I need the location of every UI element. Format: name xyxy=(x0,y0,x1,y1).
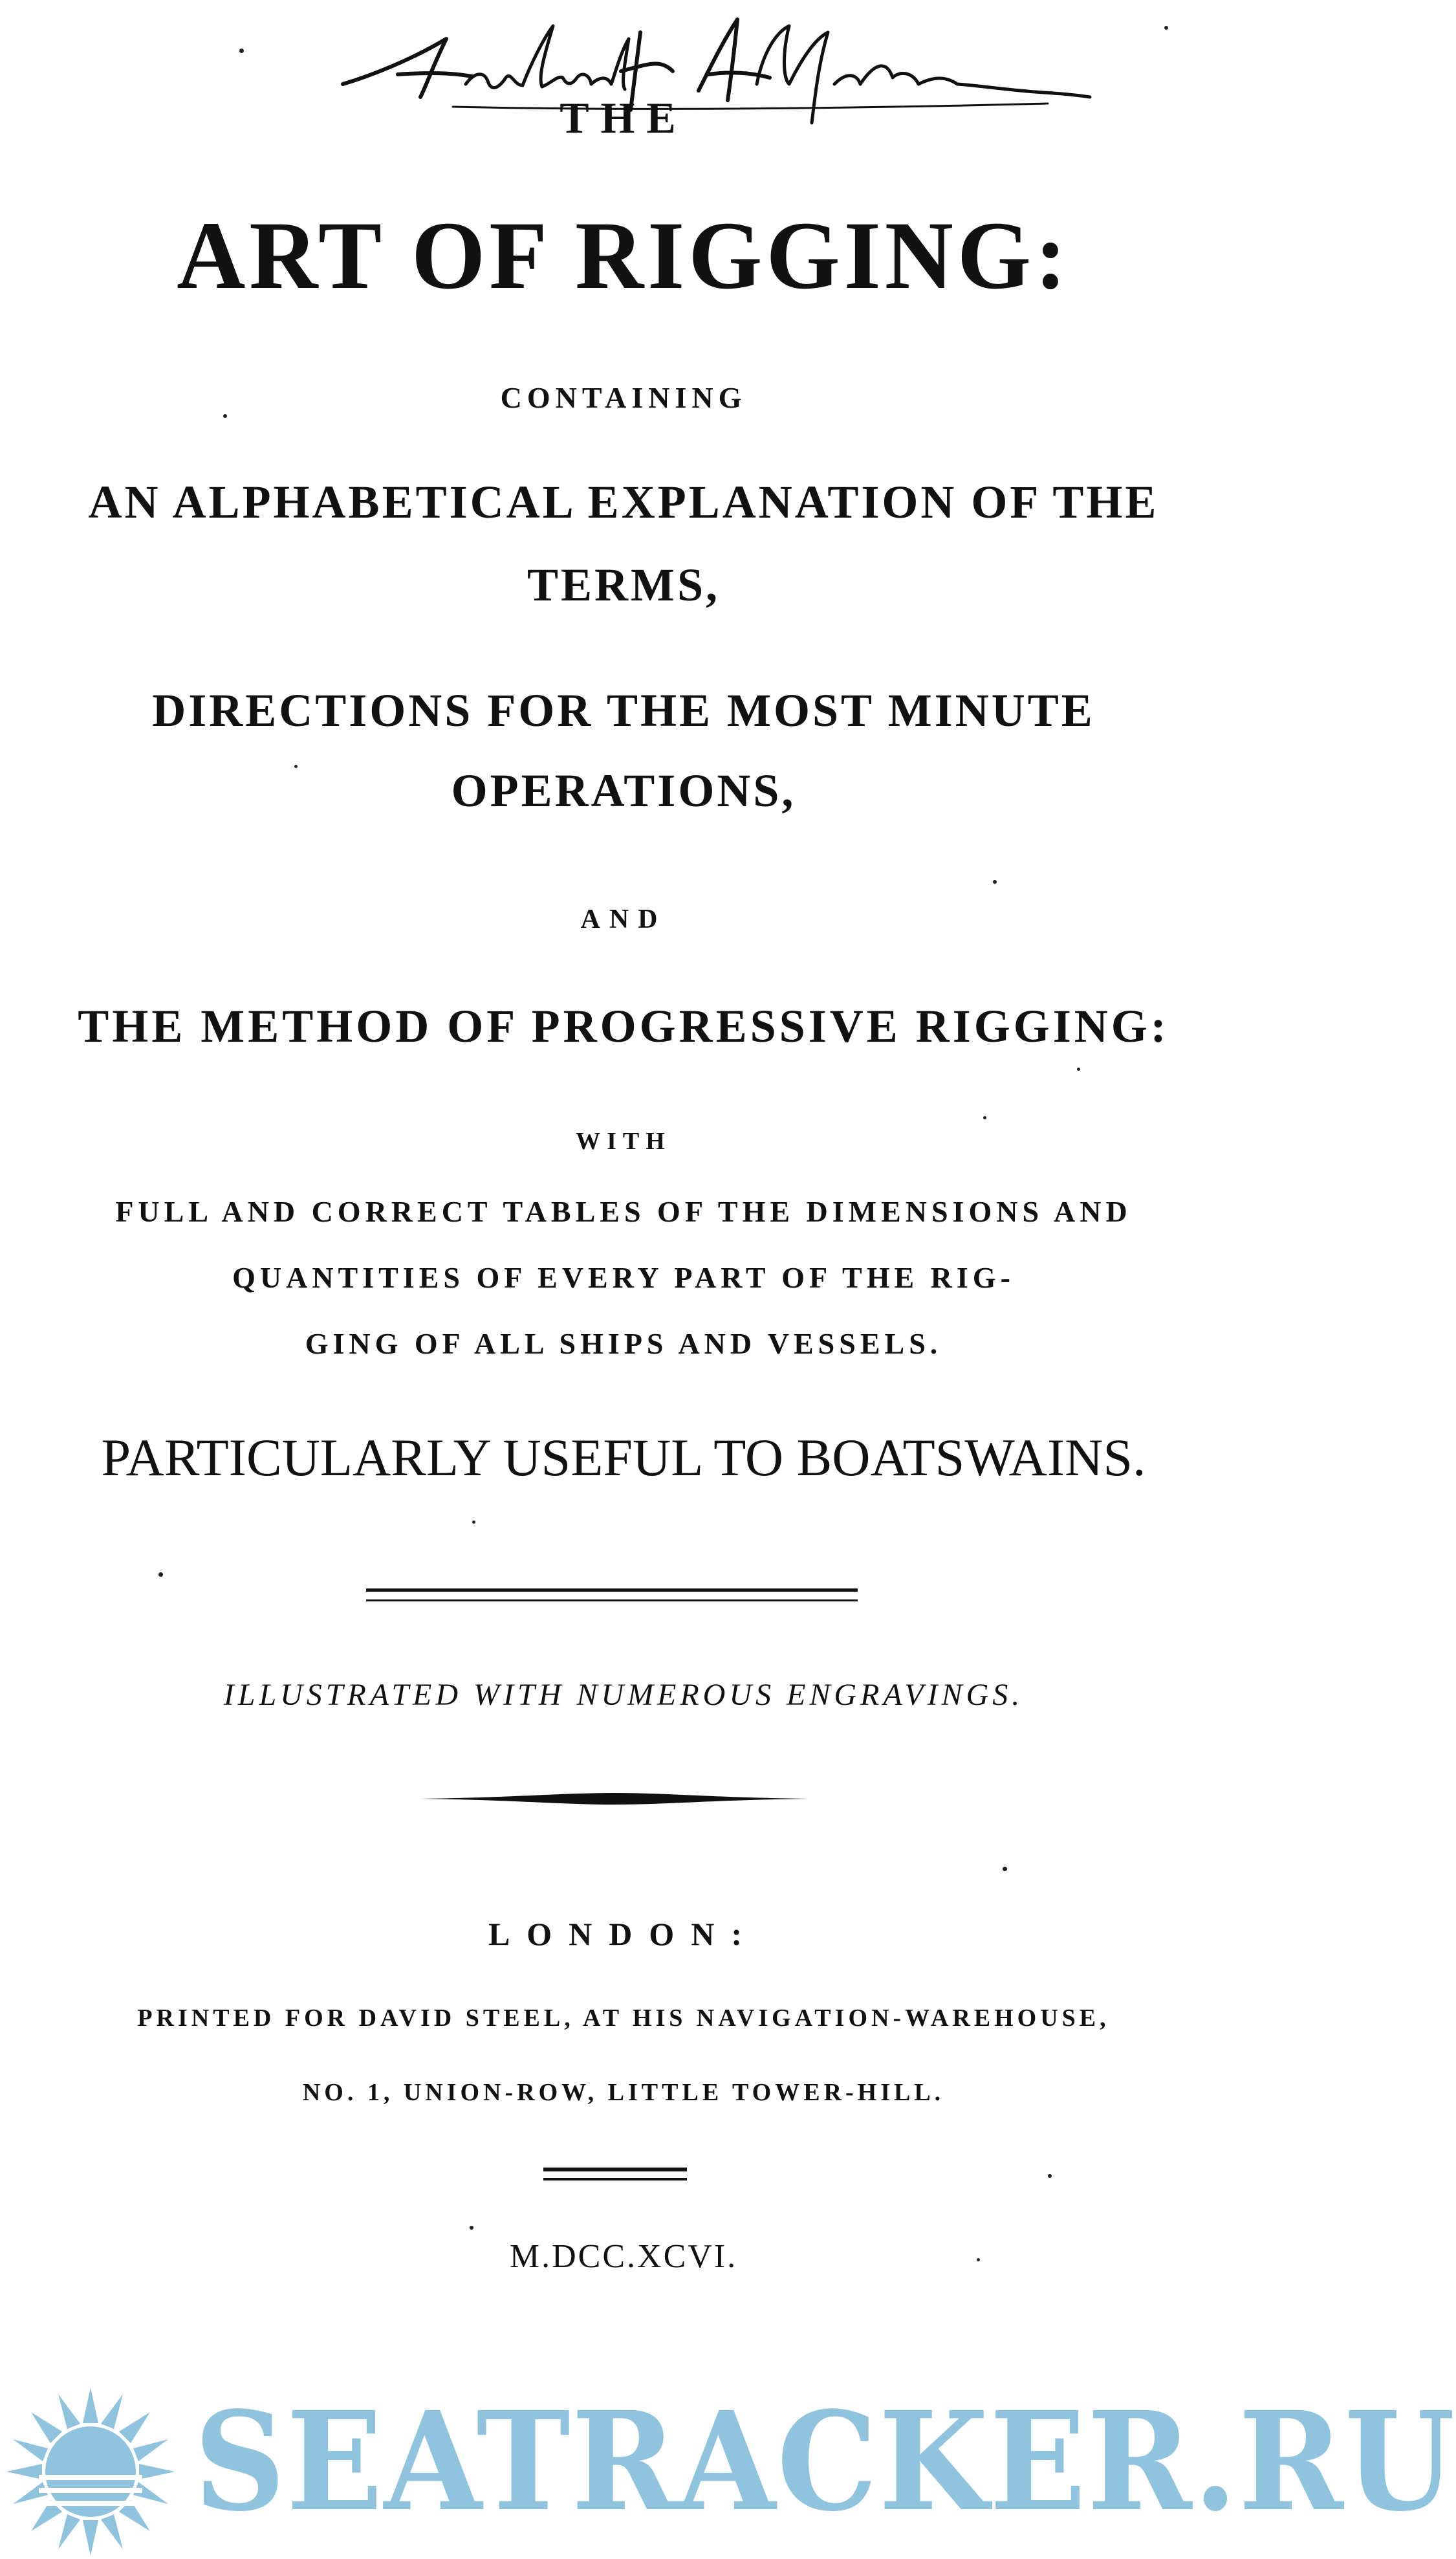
imprint-place: LONDON: xyxy=(488,1916,759,1952)
print-speck xyxy=(1003,1867,1007,1871)
subtitle-method: THE METHOD OF PROGRESSIVE RIGGING: xyxy=(78,1000,1169,1052)
page-title: ART OF RIGGING: xyxy=(177,202,1070,309)
subtitle-with: WITH xyxy=(576,1128,671,1155)
print-speck xyxy=(158,1572,163,1577)
print-speck xyxy=(977,2258,980,2261)
subtitle-tables-line-2: QUANTITIES OF EVERY PART OF THE RIG- xyxy=(232,1261,1015,1294)
print-speck xyxy=(294,765,298,768)
print-speck xyxy=(993,880,997,884)
print-speck xyxy=(1048,2174,1052,2178)
heading-the: THE xyxy=(560,93,688,142)
print-speck xyxy=(1164,26,1168,30)
subtitle-directions-line-1: DIRECTIONS FOR THE MOST MINUTE xyxy=(152,685,1095,736)
print-speck xyxy=(239,49,244,53)
subtitle-directions-line-2: OPERATIONS, xyxy=(451,765,796,817)
subtitle-explanation-line-2: TERMS, xyxy=(527,559,721,611)
print-speck xyxy=(223,414,227,418)
subtitle-explanation-line-1: AN ALPHABETICAL EXPLANATION OF THE xyxy=(88,476,1159,528)
print-speck xyxy=(472,1521,475,1524)
illustrated-note: ILLUSTRATED WITH NUMEROUS ENGRAVINGS. xyxy=(223,1678,1024,1712)
subtitle-and: AND xyxy=(580,905,667,934)
print-speck xyxy=(470,2226,473,2230)
subtitle-tables-line-3: GING OF ALL SHIPS AND VESSELS. xyxy=(305,1327,942,1360)
imprint-printer-line-1: PRINTED FOR DAVID STEEL, AT HIS NAVIGATION-WAREHOUSE, xyxy=(137,2004,1110,2032)
subtitle-tables-line-1: FULL AND CORRECT TABLES OF THE DIMENSIONS AND xyxy=(115,1195,1132,1228)
subtitle-useful: PARTICULARLY USEFUL TO BOATSWAINS. xyxy=(101,1428,1146,1487)
short-double-rule xyxy=(543,2168,687,2180)
print-speck xyxy=(983,1116,986,1119)
imprint-printer-line-2: NO. 1, UNION-ROW, LITTLE TOWER-HILL. xyxy=(302,2079,945,2106)
watermark-text: SEATRACKER.RU xyxy=(194,2382,1456,2542)
imprint-date: M.DCC.XCVI. xyxy=(509,2238,738,2275)
double-rule-divider xyxy=(366,1588,858,1601)
print-speck xyxy=(1077,1068,1080,1071)
swell-rule-divider xyxy=(420,1791,809,1807)
subtitle-containing: CONTAINING xyxy=(500,381,747,414)
